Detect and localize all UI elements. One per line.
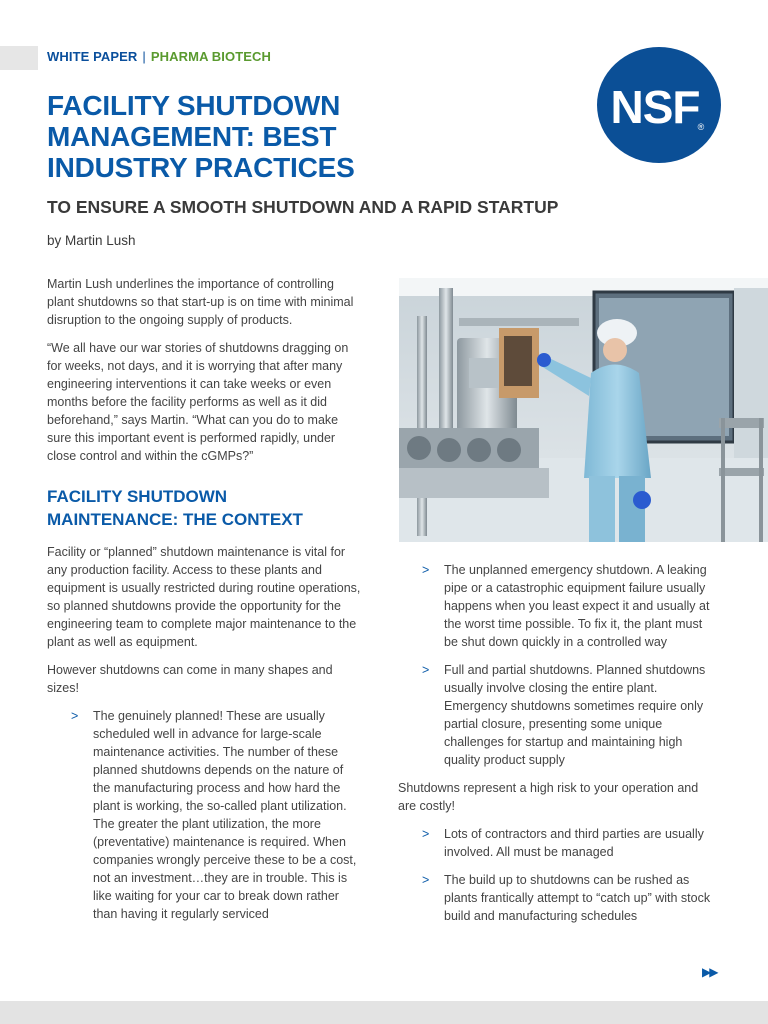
next-page-arrows-icon[interactable]: ▶▶ <box>702 965 717 979</box>
bullet-chevron-icon: > <box>422 663 430 677</box>
shutdown-types-list-continued <box>398 561 718 769</box>
page-title <box>47 90 567 183</box>
list-item <box>398 825 718 861</box>
list-item-text: The genuinely planned! These are usually scheduled well in advance for large-scale maintenance activities. The number of these planned shutdowns depends on the nature of the manufacturing process and how hard the plant is working, the so-called plant utilization. The greater the plant utilization, the more (preventative) maintenance is required. When companies wrongly perceive these to be a cost, not an investment…they are in trouble. This is like waiting for your car to break down rather than having it regularly serviced <box>93 709 357 921</box>
nsf-logo <box>597 47 721 163</box>
header-tab-mark <box>0 46 38 70</box>
risk-list <box>398 825 718 925</box>
title-line: FACILITY SHUTDOWN <box>47 90 341 121</box>
title-line: INDUSTRY PRACTICES <box>47 152 355 183</box>
cleanroom-illustration <box>399 278 768 542</box>
list-item-text: The build up to shutdowns can be rushed as plants frantically attempt to “catch up” with stock build and manufacturing schedules <box>444 873 711 923</box>
category-separator: | <box>142 49 146 64</box>
bullet-chevron-icon: > <box>422 563 430 577</box>
registered-mark: ® <box>697 122 705 132</box>
risk-paragraph: Shutdowns represent a high risk to your operation and are costly! <box>398 781 699 813</box>
right-column <box>398 561 718 935</box>
document-category <box>47 49 271 64</box>
section-heading-line: FACILITY SHUTDOWN <box>47 487 228 506</box>
list-item-text: The unplanned emergency shutdown. A leaking pipe or a catastrophic equipment failure usually happens when you least expect it and usually at the worst time possible. To fix it, the plant must be shut down quickly in a controlled way <box>444 563 710 649</box>
section-heading-line: MAINTENANCE: THE CONTEXT <box>47 510 303 529</box>
list-item-text: Lots of contractors and third parties are usually involved. All must be managed <box>444 827 704 859</box>
intro-paragraph: Martin Lush underlines the importance of controlling plant shutdowns so that start-up is on time with minimal disruption to the ongoing supply of products. <box>47 277 354 327</box>
bullet-chevron-icon: > <box>422 827 430 841</box>
shapes-paragraph: However shutdowns can come in many shapes and sizes! <box>47 663 333 695</box>
cleanroom-photo <box>399 278 768 542</box>
author-byline: by Martin Lush <box>47 233 136 248</box>
section-heading <box>47 485 362 531</box>
page-subtitle: TO ENSURE A SMOOTH SHUTDOWN AND A RAPID STARTUP <box>47 197 559 217</box>
category-white-paper: WHITE PAPER <box>47 49 138 64</box>
bullet-chevron-icon: > <box>422 873 430 887</box>
title-line: MANAGEMENT: BEST <box>47 121 337 152</box>
list-item <box>398 871 718 925</box>
list-item <box>398 661 718 769</box>
footer-bar <box>0 1001 768 1024</box>
shutdown-types-list <box>47 707 362 923</box>
list-item <box>398 561 718 651</box>
quote-paragraph: “We all have our war stories of shutdowns dragging on for weeks, not days, and it is worrying that after many engineering interventions it can take weeks or even months before the facility performs as well as it did beforehand,” says Martin. “What can you do to make sure this important event is performed rapidly, under close control and within the cGMPs?” <box>47 341 349 463</box>
list-item-text: Full and partial shutdowns. Planned shutdowns usually involve closing the entire plant. Emergency shutdowns sometimes require only partial closure, presenting some unique challenges for startup and maintaining high quality product supply <box>444 663 706 767</box>
list-item <box>47 707 362 923</box>
category-pharma-biotech: PHARMA BIOTECH <box>150 49 271 64</box>
left-column <box>47 275 362 933</box>
bullet-chevron-icon: > <box>71 709 79 723</box>
context-paragraph: Facility or “planned” shutdown maintenance is vital for any production facility. Access to these plants and equipment is usually restricted during routine operations, so planned shutdowns provide the opportunity for the engineering team to complete major maintenance to the plant as well as equipment. <box>47 545 361 649</box>
nsf-logo-text: NSF <box>610 81 700 133</box>
